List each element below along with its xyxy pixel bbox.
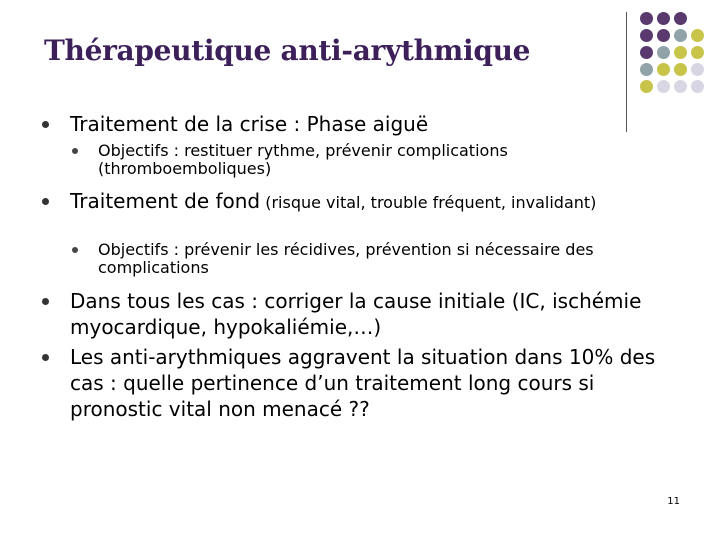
decorative-dot: [640, 29, 653, 42]
decorative-dot: [657, 46, 670, 59]
bullet-icon: [72, 148, 78, 154]
decorative-dot: [691, 80, 704, 93]
bullet-icon: [72, 247, 78, 253]
decorative-dot: [674, 63, 687, 76]
decorative-dot: [657, 80, 670, 93]
decorative-dot: [674, 12, 687, 25]
decorative-dot: [657, 29, 670, 42]
sub-list-item-text: Objectifs : prévenir les récidives, prévention si nécessaire des complications: [98, 240, 594, 277]
decorative-dot: [691, 46, 704, 59]
decorative-dot: [674, 29, 687, 42]
decorative-dot: [640, 46, 653, 59]
list-item-text: Traitement de fond: [70, 189, 261, 213]
bullet-icon: [42, 198, 49, 205]
slide-title: Thérapeutique anti-arythmique: [44, 34, 531, 67]
decorative-dot-grid: [640, 12, 704, 93]
decorative-dot: [691, 12, 704, 25]
list-item-text: Les anti-arythmiques aggravent la situation dans 10% des cas : quelle pertinence d’un traitement long cours si pronostic vital non menacé ??: [70, 345, 656, 421]
sub-list-item-text: Objectifs : restituer rythme, prévenir complications (thromboemboliques): [98, 141, 508, 178]
decorative-dot: [640, 80, 653, 93]
list-item-text: Dans tous les cas : corriger la cause initiale (IC, ischémie myocardique, hypokaliémie,…): [70, 289, 642, 339]
list-item-text: Traitement de la crise : Phase aiguë: [70, 112, 429, 136]
list-item-text-wrapper: [70, 188, 670, 216]
decorative-dot: [657, 63, 670, 76]
list-item-text-small: (risque vital, trouble fréquent, invalidant): [260, 193, 597, 212]
decorative-dot: [691, 29, 704, 42]
page-number: 11: [667, 496, 680, 507]
decorative-dot: [640, 12, 653, 25]
decorative-dot: [691, 63, 704, 76]
bullet-icon: [42, 121, 49, 128]
bullet-icon: [42, 298, 49, 305]
decorative-dot: [674, 80, 687, 93]
decorative-dot: [657, 12, 670, 25]
decorative-dot: [640, 63, 653, 76]
decorative-dot: [674, 46, 687, 59]
bullet-icon: [42, 354, 49, 361]
